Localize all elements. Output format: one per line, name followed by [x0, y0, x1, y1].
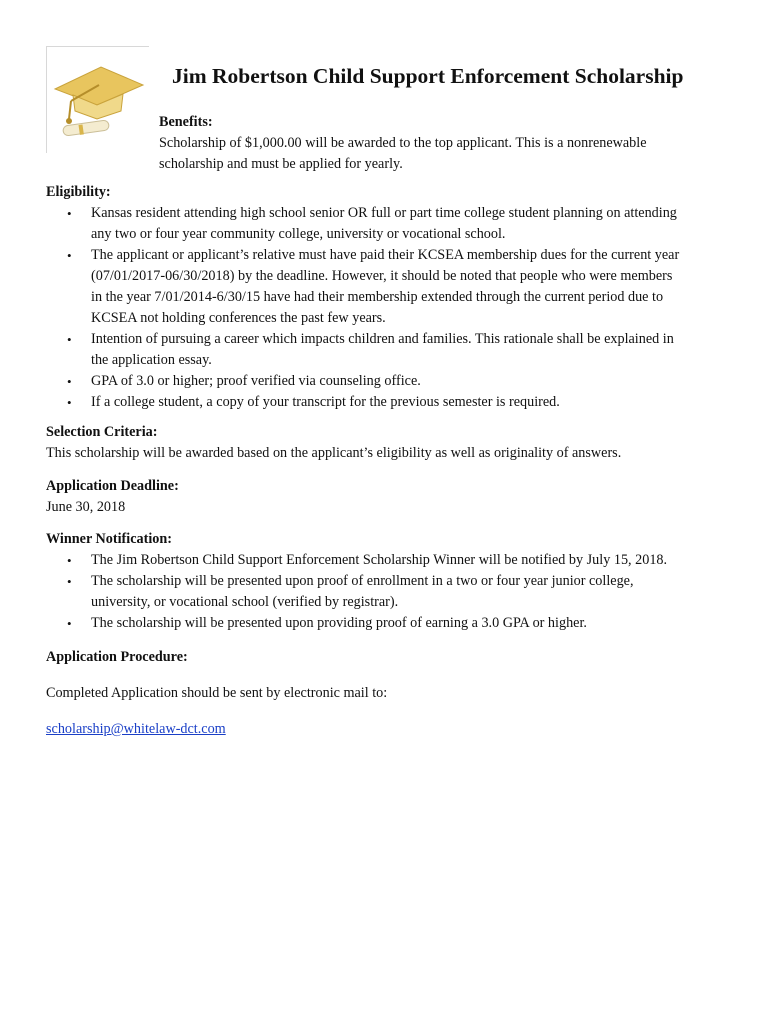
logo-frame — [46, 46, 149, 153]
eligibility-section — [46, 182, 736, 413]
benefits-line: Scholarship of $1,000.00 will be awarded to the top applicant. This is a nonrenewable — [159, 135, 647, 151]
list-item-line: university, or vocational school (verified by registrar). — [91, 594, 399, 610]
list-item-line: • Intention of pursuing a career which impacts children and families. This rationale shall be explained in — [91, 331, 674, 347]
list-item-line: • The applicant or applicant’s relative must have paid their KCSEA membership dues for the current year — [91, 247, 680, 263]
winner-list — [46, 550, 736, 634]
list-item-line: • If a college student, a copy of your transcript for the previous semester is required. — [91, 394, 560, 410]
list-item — [46, 329, 736, 371]
list-item — [46, 550, 736, 571]
list-item-line: (07/01/2017-06/30/2018) by the deadline. However, it should be noted that people who were members — [91, 268, 673, 284]
selection-section — [46, 422, 736, 464]
list-item-line: KCSEA not holding conferences the past few years. — [91, 310, 386, 326]
eligibility-heading: Eligibility: — [46, 184, 111, 200]
procedure-heading: Application Procedure: — [46, 649, 188, 665]
graduation-cap-icon — [51, 61, 147, 141]
deadline-section — [46, 476, 736, 518]
deadline-date: June 30, 2018 — [46, 499, 126, 515]
list-item — [46, 245, 736, 329]
list-item-line: in the year 7/01/2014-6/30/15 have had their membership extended through the current period due to — [91, 289, 664, 305]
list-item — [46, 571, 736, 613]
page-title: Jim Robertson Child Support Enforcement Scholarship — [172, 64, 684, 88]
benefits-line: scholarship and must be applied for yearly. — [159, 156, 403, 172]
procedure-text: Completed Application should be sent by electronic mail to: — [46, 685, 388, 701]
email-link[interactable]: scholarship@whitelaw-dct.com — [46, 721, 226, 737]
list-item-line: the application essay. — [91, 352, 212, 368]
list-item — [46, 371, 736, 392]
list-item — [46, 203, 736, 245]
eligibility-list — [46, 203, 736, 413]
list-item-line: • The Jim Robertson Child Support Enforcement Scholarship Winner will be notified by July 15, 2018. — [91, 552, 668, 568]
list-item-line: • Kansas resident attending high school senior OR full or part time college student planning on attending — [91, 205, 677, 221]
list-item — [46, 613, 736, 634]
winner-heading: Winner Notification: — [46, 531, 172, 547]
winner-section — [46, 529, 736, 634]
deadline-heading: Application Deadline: — [46, 478, 179, 494]
list-item-line: • The scholarship will be presented upon proof of enrollment in a two or four year junior college, — [91, 573, 634, 589]
list-item — [46, 392, 736, 413]
list-item-line: any two or four year community college, university or vocational school. — [91, 226, 506, 242]
selection-heading: Selection Criteria: — [46, 424, 158, 440]
selection-text: This scholarship will be awarded based on the applicant’s eligibility as well as originality of answers. — [46, 445, 622, 461]
list-item-line: • The scholarship will be presented upon providing proof of earning a 3.0 GPA or higher. — [91, 615, 587, 631]
list-item-line: • GPA of 3.0 or higher; proof verified via counseling office. — [91, 373, 421, 389]
benefits-section — [159, 112, 719, 175]
benefits-heading: Benefits: — [159, 114, 213, 130]
procedure-section — [46, 647, 736, 740]
